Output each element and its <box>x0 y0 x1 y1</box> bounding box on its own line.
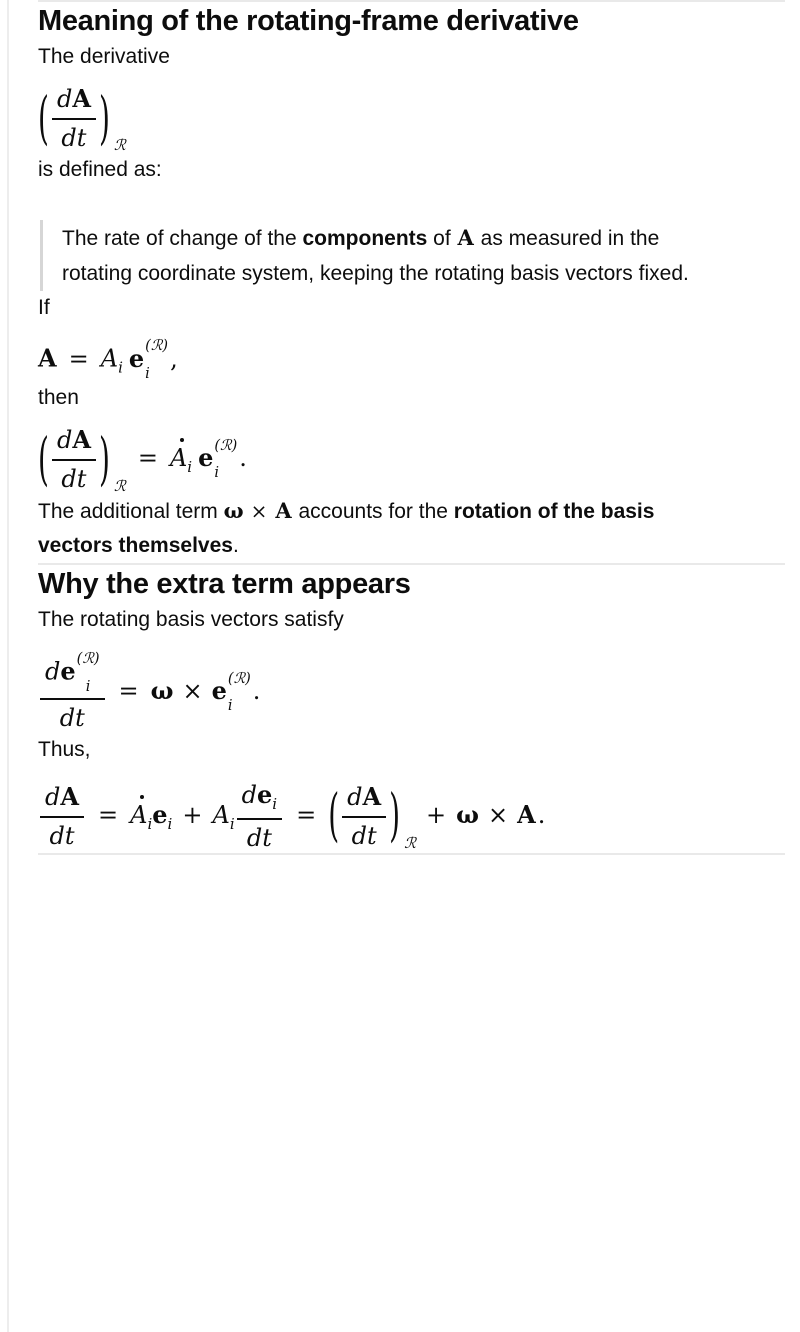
math-vector-A: A <box>362 781 382 811</box>
formula-basis-derivative <box>38 652 785 733</box>
big-right-paren: ) <box>98 424 110 493</box>
definition-blockquote <box>40 220 725 291</box>
subscript-i: i <box>272 795 278 813</box>
period: . <box>252 677 261 705</box>
superscript-frame-R: (ℛ) <box>214 437 238 454</box>
fraction-dA-dt <box>52 84 96 153</box>
section-heading-why: Why the extra term appears <box>38 568 411 600</box>
subscript-i: i <box>187 458 193 476</box>
math-basis-e: e <box>257 780 273 809</box>
supsub-stack <box>214 439 237 481</box>
math-basis-e: e <box>152 799 168 829</box>
math-vector-A: A <box>72 425 91 454</box>
math-t: t <box>75 704 85 732</box>
para-additional-term <box>38 494 730 563</box>
plus-operator: + <box>426 800 447 829</box>
subscript-i: i <box>145 365 150 382</box>
formula-vector-expansion <box>38 339 785 381</box>
para-is-defined-as: is defined as: <box>38 158 162 181</box>
math-t: t <box>262 823 272 852</box>
superscript-frame-R: (ℛ) <box>76 651 100 667</box>
fraction-de-dt <box>237 780 282 853</box>
section-heading-meaning: Meaning of the rotating-frame derivative <box>38 5 579 37</box>
closing-bold: rotation of the basis vectors themselves <box>38 500 655 557</box>
fraction-dA-dt <box>40 782 84 851</box>
math-basis-e: e <box>198 443 214 472</box>
equals-sign: = <box>68 344 89 373</box>
math-d: d <box>61 124 77 152</box>
math-component-A: A <box>100 344 119 373</box>
quote-text: The rate of change of the <box>62 227 303 250</box>
fraction-denominator <box>52 461 96 494</box>
equals-sign: = <box>118 677 139 705</box>
math-d: d <box>246 823 263 852</box>
overdot <box>180 438 184 442</box>
fraction-denominator <box>342 818 386 851</box>
left-edge-line <box>7 0 9 1332</box>
math-component-A: A <box>130 800 148 829</box>
fraction-numerator <box>52 84 96 120</box>
para-then: then <box>38 386 79 409</box>
math-d: d <box>56 426 73 454</box>
math-vector-A: A <box>38 343 57 373</box>
subscript-i: i <box>167 814 173 833</box>
math-vector-A: A <box>72 84 91 113</box>
omega-symbol: ω <box>150 676 174 705</box>
big-left-paren: ( <box>38 424 49 493</box>
fraction-numerator <box>52 425 96 461</box>
omega-symbol: ω <box>223 498 244 523</box>
subscript-i: i <box>85 678 91 695</box>
fraction-denominator <box>40 700 105 733</box>
big-right-paren: ) <box>98 83 110 152</box>
math-t: t <box>76 465 87 493</box>
fraction-dA-dt <box>342 782 386 851</box>
fraction-denominator <box>40 818 84 851</box>
equals-sign: = <box>98 800 119 829</box>
math-d: d <box>61 465 77 493</box>
closing-text: The additional term <box>38 500 224 523</box>
bottom-divider <box>38 853 785 855</box>
math-t: t <box>76 124 87 152</box>
period: . <box>239 444 247 472</box>
math-d: d <box>347 782 363 811</box>
comma: , <box>170 344 178 373</box>
supsub-stack <box>228 672 251 714</box>
subscript-i: i <box>214 465 220 481</box>
times-operator: × <box>182 677 203 705</box>
math-vector-A: A <box>60 781 79 811</box>
math-component-A: A <box>212 800 230 829</box>
math-t: t <box>64 821 75 850</box>
math-d: d <box>45 657 61 686</box>
fraction-dA-dt <box>52 425 96 494</box>
supsub-stack <box>77 652 100 694</box>
quote-text: as measured in the rotating coordinate system, keeping the rotating basis vectors fixed. <box>62 227 689 285</box>
big-left-paren: ( <box>38 83 49 152</box>
math-vector-A: A <box>517 799 536 829</box>
math-A-dot <box>170 443 187 473</box>
math-A-dot <box>130 800 147 830</box>
equals-sign: = <box>137 444 158 472</box>
plus-operator: + <box>182 800 203 829</box>
math-d: d <box>49 821 65 850</box>
math-d: d <box>351 821 367 850</box>
formula-frame-derivative-components <box>38 425 785 494</box>
subscript-i: i <box>229 814 235 833</box>
subscript-i: i <box>147 814 153 833</box>
fraction-numerator <box>40 652 105 700</box>
math-basis-e: e <box>60 656 76 686</box>
times-operator: × <box>488 800 509 829</box>
fraction-denominator <box>52 120 96 153</box>
quote-text: of <box>427 227 457 250</box>
math-d: d <box>45 782 61 811</box>
math-vector-A: A <box>275 498 292 523</box>
math-d: d <box>56 85 73 113</box>
fraction-denominator <box>237 820 282 853</box>
frame-subscript-R: ℛ <box>113 477 126 496</box>
superscript-frame-R: (ℛ) <box>227 670 251 687</box>
para-thus: Thus, <box>38 738 91 761</box>
math-d: d <box>241 781 257 809</box>
omega-symbol: ω <box>456 799 480 829</box>
math-vector-A: A <box>457 225 474 250</box>
big-left-paren: ( <box>328 781 340 850</box>
formula-rotating-frame-derivative <box>38 84 785 153</box>
equals-sign: = <box>296 800 317 829</box>
math-t: t <box>367 821 377 850</box>
fraction-de-dt <box>40 652 105 733</box>
fraction-numerator <box>342 782 386 818</box>
math-basis-e: e <box>128 343 145 373</box>
para-the-derivative: The derivative <box>38 45 170 68</box>
fraction-numerator <box>40 782 84 818</box>
math-component-A: A <box>169 444 188 472</box>
supsub-stack <box>145 339 168 381</box>
closing-text: . <box>232 534 239 557</box>
frame-subscript-R: ℛ <box>404 834 417 852</box>
closing-text: accounts for the <box>292 500 454 523</box>
frame-subscript-R: ℛ <box>113 136 126 155</box>
fraction-numerator <box>237 780 282 820</box>
math-basis-e: e <box>211 676 227 705</box>
math-d: d <box>59 704 76 732</box>
times-operator: × <box>250 499 268 523</box>
period: . <box>537 800 546 829</box>
overdot <box>140 795 144 799</box>
para-rotating-basis-satisfy: The rotating basis vectors satisfy <box>38 608 344 631</box>
formula-full-derivative <box>38 780 785 853</box>
superscript-frame-R: (ℛ) <box>145 338 169 354</box>
quote-bold-components: components <box>302 227 428 250</box>
big-right-paren: ) <box>389 781 401 850</box>
para-if: If <box>38 296 50 319</box>
subscript-i: i <box>227 698 233 714</box>
subscript-i: i <box>118 358 123 377</box>
